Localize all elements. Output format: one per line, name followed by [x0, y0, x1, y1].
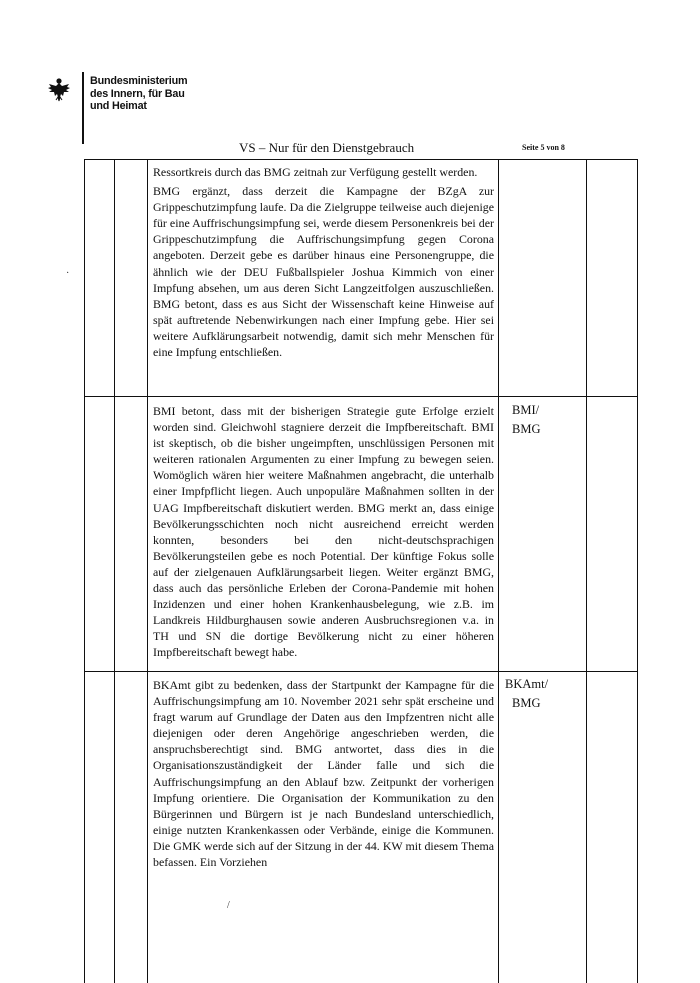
table-column-divider [114, 159, 115, 983]
scan-speck: · [66, 268, 70, 279]
table-border-top [84, 159, 638, 160]
table-column-divider [498, 159, 499, 983]
minutes-table [84, 159, 638, 983]
responsible-line: BMI/ [512, 403, 540, 417]
table-column-divider [586, 159, 587, 983]
ministry-line-3: und Heimat [90, 100, 147, 112]
scan-speck: / [227, 900, 230, 911]
page-number: Seite 5 von 8 [522, 143, 565, 152]
row-text-paragraph: BMI betont, dass mit der bisherigen Strategie gute Erfolge erzielt worden sind. Gleichwohl stagniere derzeit die Impfbereitschaft. BMI ist skeptisch, ob die bisher ungeimpften, unschlüssigen Personen mit weiteren rationalen Argumenten zu einer Impfung zu bewegen seien. Womöglich wären hier weitere Maßnahmen angebracht, die unterhalb einer Impfpflicht liegen. Auch unpopuläre Maßnahmen sollten in der UAG Impfbereitschaft diskutiert werden. BMG merkt an, dass einige Bevölkerungsschichten noch nicht ausreichend erreicht werden konnten, besonders bei den nicht-deutschsprachigen Bevölkerungsteilen gebe es noch Potential. Der künftige Fokus solle auf der zielgenauen Aufklärungsarbeit liegen. Weiter ergänzt BMG, dass auch das persönliche Erleben der Corona-Pandemie mit hohen Inzidenzen und einer hohen Krankenhausbelegung, wie z.B. im Landkreis Hildburghausen sowie anderen Ausbruchsregionen v.a. in TH und SN die dortige Bevölkerung nicht zu einer höheren Impfbereitschaft bewegt habe. [153, 404, 494, 660]
ministry-name [90, 75, 187, 113]
table-border-left [84, 159, 85, 983]
federal-eagle-icon [46, 77, 72, 103]
table-border-right [637, 159, 638, 983]
responsible-line: BMG [512, 696, 541, 710]
table-row [153, 403, 494, 661]
ministry-line-2: des Innern, für Bau [90, 87, 185, 100]
responsible-line: BMG [512, 422, 541, 436]
table-row [153, 677, 494, 870]
row-text-paragraph: BKAmt gibt zu bedenken, dass der Startpunkt der Kampagne für die Auffrischungsimpfung am 10. November 2021 sehr spät erscheine und fragt warum auf Grundlage der Daten aus den Impfzentren nicht alle diejenigen oder deren Angehörige angeschrieben werden, die anspruchsberechtigt sind. BMG antwortet, dass dies in die Organisationszuständigkeit der Länder falle und sich die Auffrischungsimpfung an den Ablauf bzw. Zeitpunkt der vorherigen Impfung orientiere. Die Organisation der Kommunikation zu den Bürgerinnen und Bürgern ist je nach Bundesland unterschiedlich, einige nutzten Krankenkassen oder Verbände, einige die Kommunen. Die GMK werde sich auf der Sitzung in der 44. KW mit diesem Thema befassen. Ein Vorziehen [153, 678, 494, 870]
responsible-cell [505, 675, 548, 713]
row-text-paragraph: Ressortkreis durch das BMG zeitnah zur Verfügung gestellt werden. [153, 165, 478, 179]
table-row [153, 164, 494, 360]
responsible-line: BKAmt/ [505, 677, 549, 691]
row-text-paragraph: BMG ergänzt, dass derzeit die Kampagne der BZgA zur Grippeschutzimpfung laufe. Da die Zielgruppe teilweise auch diejenige für eine Auffrischungsimpfung sei, werde diesem Personenkreis bei der Grippeschutzimpfung die Auffrischungsimpfung gegen Corona angeboten. Derzeit gebe es darüber hinaus eine Personengruppe, die ähnlich wie der DEU Fußballspieler Joshua Kimmich von einer Impfung absehen, um aus deren Sicht Langzeitfolgen auszuschließen. BMG betont, dass es aus Sicht der Wissenschaft keine Hinweise auf spät auftretende Nebenwirkungen nach einer Impfung gebe. Hier sei weitere Aufklärungsarbeit notwendig, damit sich mehr Menschen für eine Impfung entschließen. [153, 184, 494, 360]
responsible-cell [512, 401, 540, 439]
table-column-divider [147, 159, 148, 983]
row-divider [84, 396, 638, 397]
header-divider [82, 72, 84, 144]
ministry-line-1: Bundesministerium [90, 75, 188, 87]
classification-label: VS – Nur für den Dienstgebrauch [239, 140, 415, 155]
row-divider [84, 671, 638, 672]
